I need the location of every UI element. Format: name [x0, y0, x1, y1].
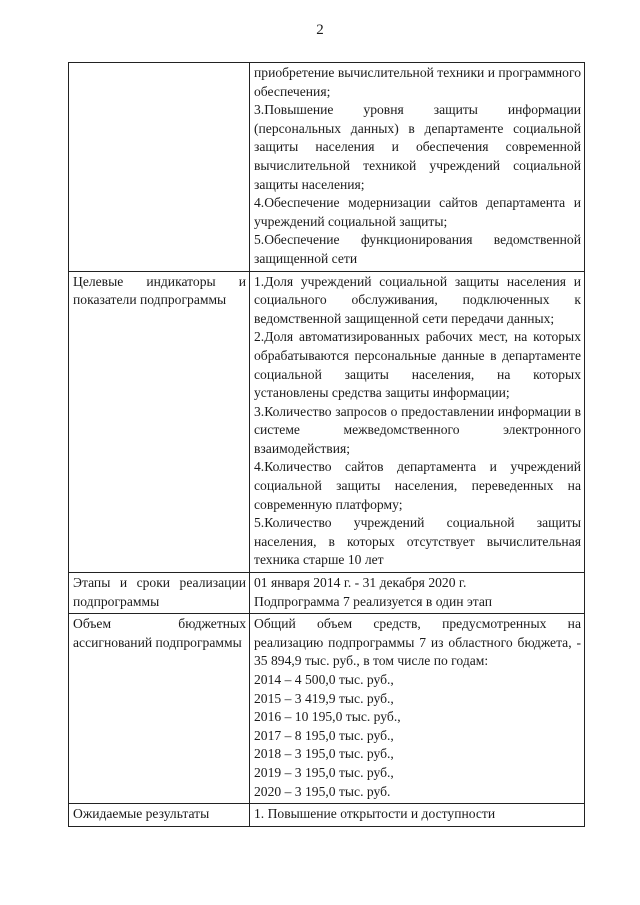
- row-label: Целевые индикаторы и показатели подпрограммы: [73, 273, 246, 308]
- content-line: 2018 – 3 195,0 тыс. руб.,: [254, 746, 394, 762]
- row-content-cell: [250, 804, 585, 827]
- row-label-cell: [69, 614, 250, 804]
- content-line: 2.Доля автоматизированных рабочих мест, на которых обрабатываются персональные данные в департаменте социальной защиты населения, на которых установлены средства защиты информации;: [254, 329, 581, 401]
- content-line: 2017 – 8 195,0 тыс. руб.,: [254, 727, 394, 743]
- row-label-cell: [69, 271, 250, 573]
- content-line: 5.Обеспечение функционирования ведомственной защищенной сети: [254, 232, 581, 266]
- content-line: 4.Обеспечение модернизации сайтов департамента и учреждений социальной защиты;: [254, 195, 581, 229]
- row-content-cell: [250, 271, 585, 573]
- row-label-cell: [69, 804, 250, 827]
- row-label: Этапы и сроки реализации подпрограммы: [73, 575, 246, 609]
- row-content-cell: [250, 573, 585, 614]
- content-line: 5.Количество учреждений социальной защиты населения, в которых отсутствует вычислительная техника старше 10 лет: [254, 515, 581, 568]
- content-line: 3.Повышение уровня защиты информации (персональных данных) в департаменте социальной защиты населения и обеспечения современной вычислительной техникой учреждений социальной защиты населения;: [254, 102, 581, 192]
- row-label: Объем бюджетных ассигнований подпрограммы: [73, 616, 246, 650]
- content-line: 01 января 2014 г. - 31 декабря 2020 г.: [254, 575, 467, 591]
- table-row: [69, 614, 585, 804]
- row-label: Ожидаемые результаты: [73, 806, 210, 822]
- content-line: 1.Доля учреждений социальной защиты населения и социального обслуживания, подключенных к ведомственной защищенной сети передачи данных;: [254, 273, 581, 326]
- table-row: [69, 63, 585, 272]
- row-label-cell: [69, 573, 250, 614]
- subprogram-passport-table: [68, 62, 585, 827]
- content-line: 1. Повышение открытости и доступности: [254, 806, 496, 822]
- content-line: Общий объем средств, предусмотренных на реализацию подпрограммы 7 из областного бюджета, - 35 894,9 тыс. руб., в том числе по годам:: [254, 616, 581, 669]
- table-row: [69, 271, 585, 573]
- content-line: 2020 – 3 195,0 тыс. руб.: [254, 783, 391, 799]
- content-line: 2019 – 3 195,0 тыс. руб.,: [254, 764, 394, 780]
- content-line: Подпрограмма 7 реализуется в один этап: [254, 593, 493, 609]
- content-line: приобретение вычислительной техники и программного обеспечения;: [254, 65, 581, 99]
- row-content-cell: [250, 614, 585, 804]
- content-line: 2014 – 4 500,0 тыс. руб.,: [254, 672, 394, 687]
- table-row: [69, 804, 585, 827]
- table-row: [69, 573, 585, 614]
- row-label-cell: [69, 63, 250, 272]
- content-line: 3.Количество запросов о предоставлении информации в системе межведомственного электронного взаимодействия;: [254, 403, 581, 456]
- page-number: 2: [316, 22, 324, 38]
- row-content-cell: [250, 63, 585, 272]
- content-line: 2016 – 10 195,0 тыс. руб.,: [254, 709, 401, 725]
- content-line: 2015 – 3 419,9 тыс. руб.,: [254, 690, 394, 706]
- content-line: 4.Количество сайтов департамента и учреждений социальной защиты населения, переведенных на современную платформу;: [254, 459, 581, 512]
